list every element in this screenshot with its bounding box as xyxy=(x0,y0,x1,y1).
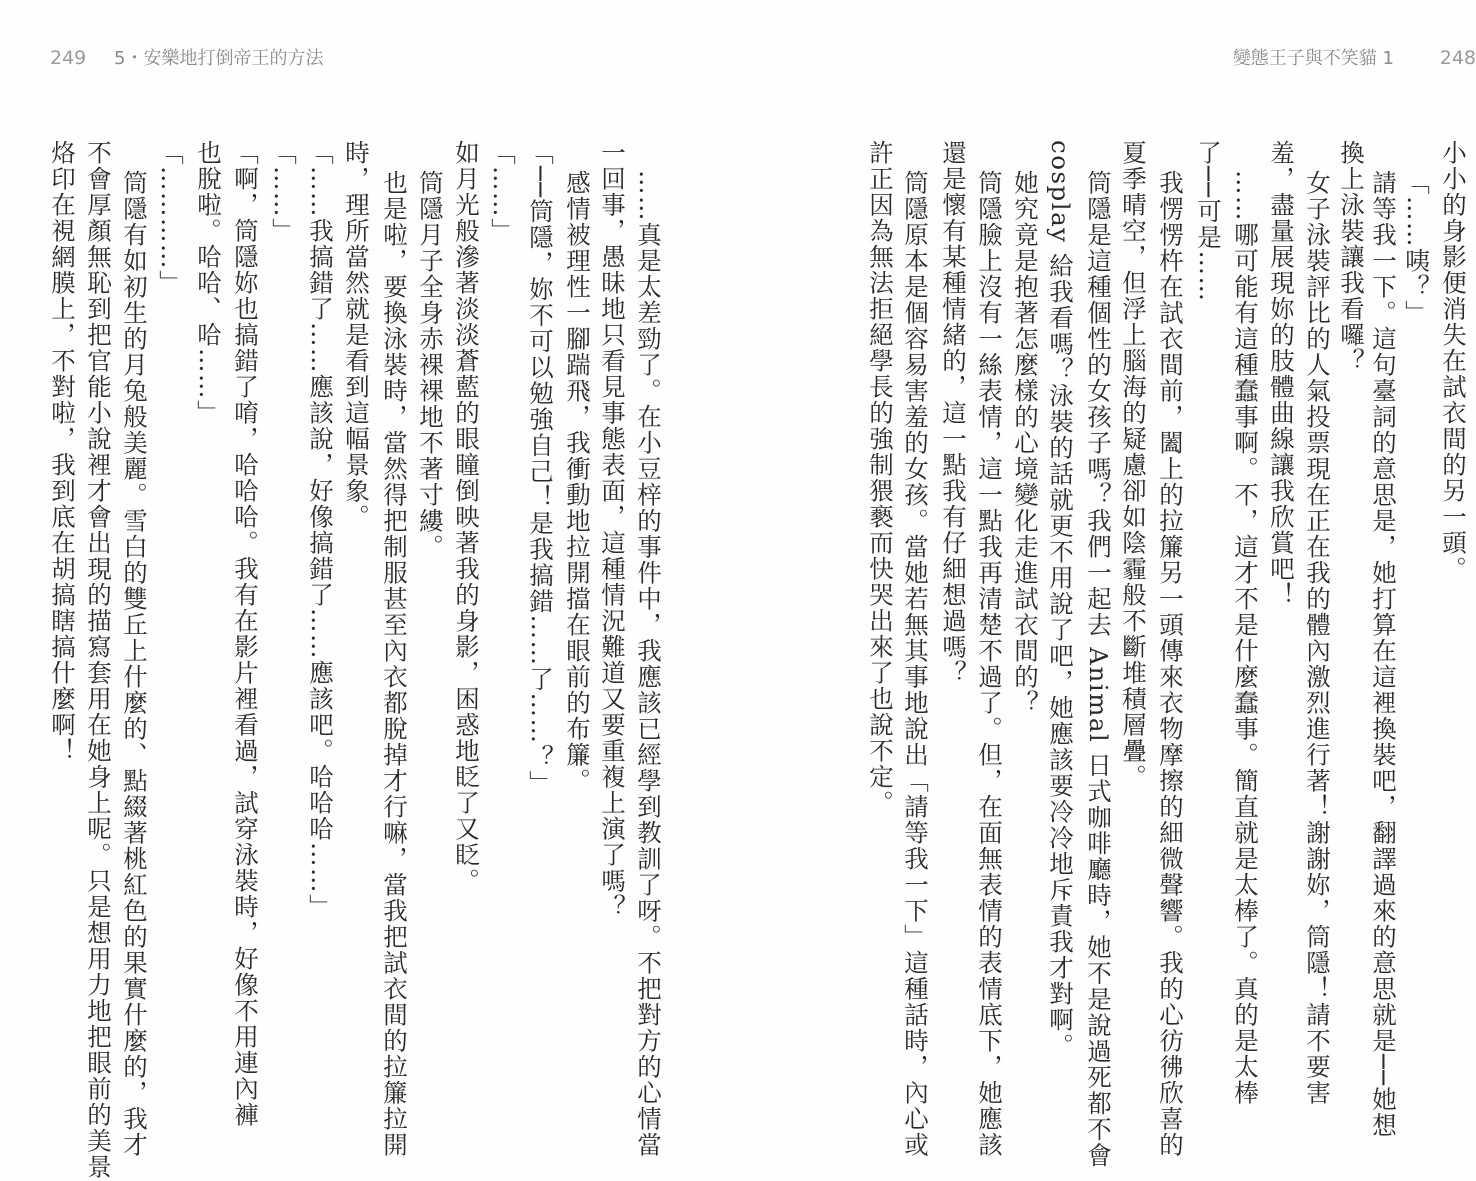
right-page-number: 248 xyxy=(1439,47,1476,69)
text-column: 也脫啦。哈哈、哈……」 xyxy=(194,140,223,426)
left-page-header xyxy=(50,44,323,70)
text-column: 請等我一下。這句臺詞的意思是，她打算在這裡換裝吧，翻譯過來的意思就是──她想 xyxy=(1369,170,1398,1139)
text-column: 筒隱臉上沒有一絲表情，這一點我再清楚不過了。但，在面無表情的表情底下，她應該 xyxy=(975,170,1004,1158)
text-column: 小小的身影便消失在試衣間的另一頭。 xyxy=(1439,140,1468,582)
text-column: 感情被理性一腳踹飛，我衝動地拉開擋在眼前的布簾。 xyxy=(563,170,592,794)
text-column: 筒隱月子全身赤裸裸地不著寸縷。 xyxy=(416,170,445,560)
text-column: 時，理所當然就是看到這幅景象。 xyxy=(342,140,371,530)
text-column: 如月光般滲著淡淡蒼藍的眼瞳倒映著我的身影，困惑地眨了又眨。 xyxy=(452,140,481,894)
text-column: 換上泳裝讓我看囉？ xyxy=(1337,140,1366,374)
text-column: 「啊，筒隱妳也搞錯了唷，哈哈哈。我有在影片裡看過，試穿泳裝時，好像不用連內褲 xyxy=(231,140,260,1128)
text-column: 也是啦，要換泳裝時，當然得把制服甚至內衣都脫掉才行嘛，當我把試衣間的拉簾拉開 xyxy=(380,170,409,1158)
text-column: 烙印在視網膜上，不對啦，我到底在胡搞瞎搞什麼啊！ xyxy=(48,140,77,764)
text-column: 「…………」 xyxy=(156,140,185,296)
text-column: 「……咦？」 xyxy=(1402,170,1431,326)
text-column: 「……我搞錯了……應該說，好像搞錯了……應該吧。哈哈哈……」 xyxy=(306,140,335,920)
text-column: 「……」 xyxy=(488,140,517,244)
text-column: 筒隱是這種個性的女孩子嗎？我們一起去 Animal 日式咖啡廳時，她不是說過死都不會 xyxy=(1084,170,1113,1169)
text-column: 筒隱有如初生的月兔般美麗。雪白的雙丘上什麼的、點綴著桃紅色的果實什麼的，我才 xyxy=(120,170,149,1158)
text-column: 不會厚顏無恥到把官能小說裡才會出現的描寫套用在她身上呢。只是想用力地把眼前的美景 xyxy=(84,140,113,1180)
left-page-number: 249 xyxy=(50,47,87,69)
text-column: 筒隱原本是個容易害羞的女孩。當她若無其事地說出「請等我一下」這種話時，內心或 xyxy=(901,170,930,1158)
text-column: 羞，盡量展現妳的肢體曲線讓我欣賞吧！ xyxy=(1267,140,1296,608)
text-column: 「……」 xyxy=(269,140,298,244)
left-page-body xyxy=(40,140,680,1180)
text-column: 許正因為無法拒絕學長的強制猥褻而快哭出來了也說不定。 xyxy=(866,140,895,816)
text-column: 夏季晴空，但浮上腦海的疑慮卻如陰霾般不斷堆積層疊。 xyxy=(1119,140,1148,790)
text-column: 還是懷有某種情緒的，這一點我有仔細想過嗎？ xyxy=(939,140,968,686)
book-title: 變態王子與不笑貓 1 xyxy=(1232,48,1394,69)
chapter-title: 5・安樂地打倒帝王的方法 xyxy=(114,48,324,69)
text-column: 「──筒隱，妳不可以勉強自己！是我搞錯……了……？」 xyxy=(526,140,555,797)
right-page-header xyxy=(1233,44,1476,70)
right-page-body xyxy=(860,140,1470,1169)
text-column: 我愣愣杵在試衣間前，闔上的拉簾另一頭傳來衣物摩擦的細微聲響。我的心彷彿欣喜的 xyxy=(1156,170,1185,1158)
text-column: 一回事，愚昧地只看見事態表面，這種情況難道又要重複上演了嗎？ xyxy=(598,140,627,920)
text-column: ……哪可能有這種蠢事啊。不，這才不是什麼蠢事。簡直就是太棒了。真的是太棒 xyxy=(1231,170,1260,1106)
text-column: 女子泳裝評比的人氣投票現在正在我的體內激烈進行著！謝謝妳，筒隱！請不要害 xyxy=(1303,170,1332,1106)
text-column: cosplay 給我看嗎？泳裝的話就更不用說了吧，她應該要冷冷地斥責我才對啊。 xyxy=(1046,140,1075,1059)
text-column: 了──可是…… xyxy=(1194,140,1223,303)
text-column: 她究竟是抱著怎麼樣的心境變化走進試衣間的？ xyxy=(1011,170,1040,716)
text-column: ……真是太差勁了。在小豆梓的事件中，我應該已經學到教訓了呀。不把對方的心情當 xyxy=(634,170,663,1158)
